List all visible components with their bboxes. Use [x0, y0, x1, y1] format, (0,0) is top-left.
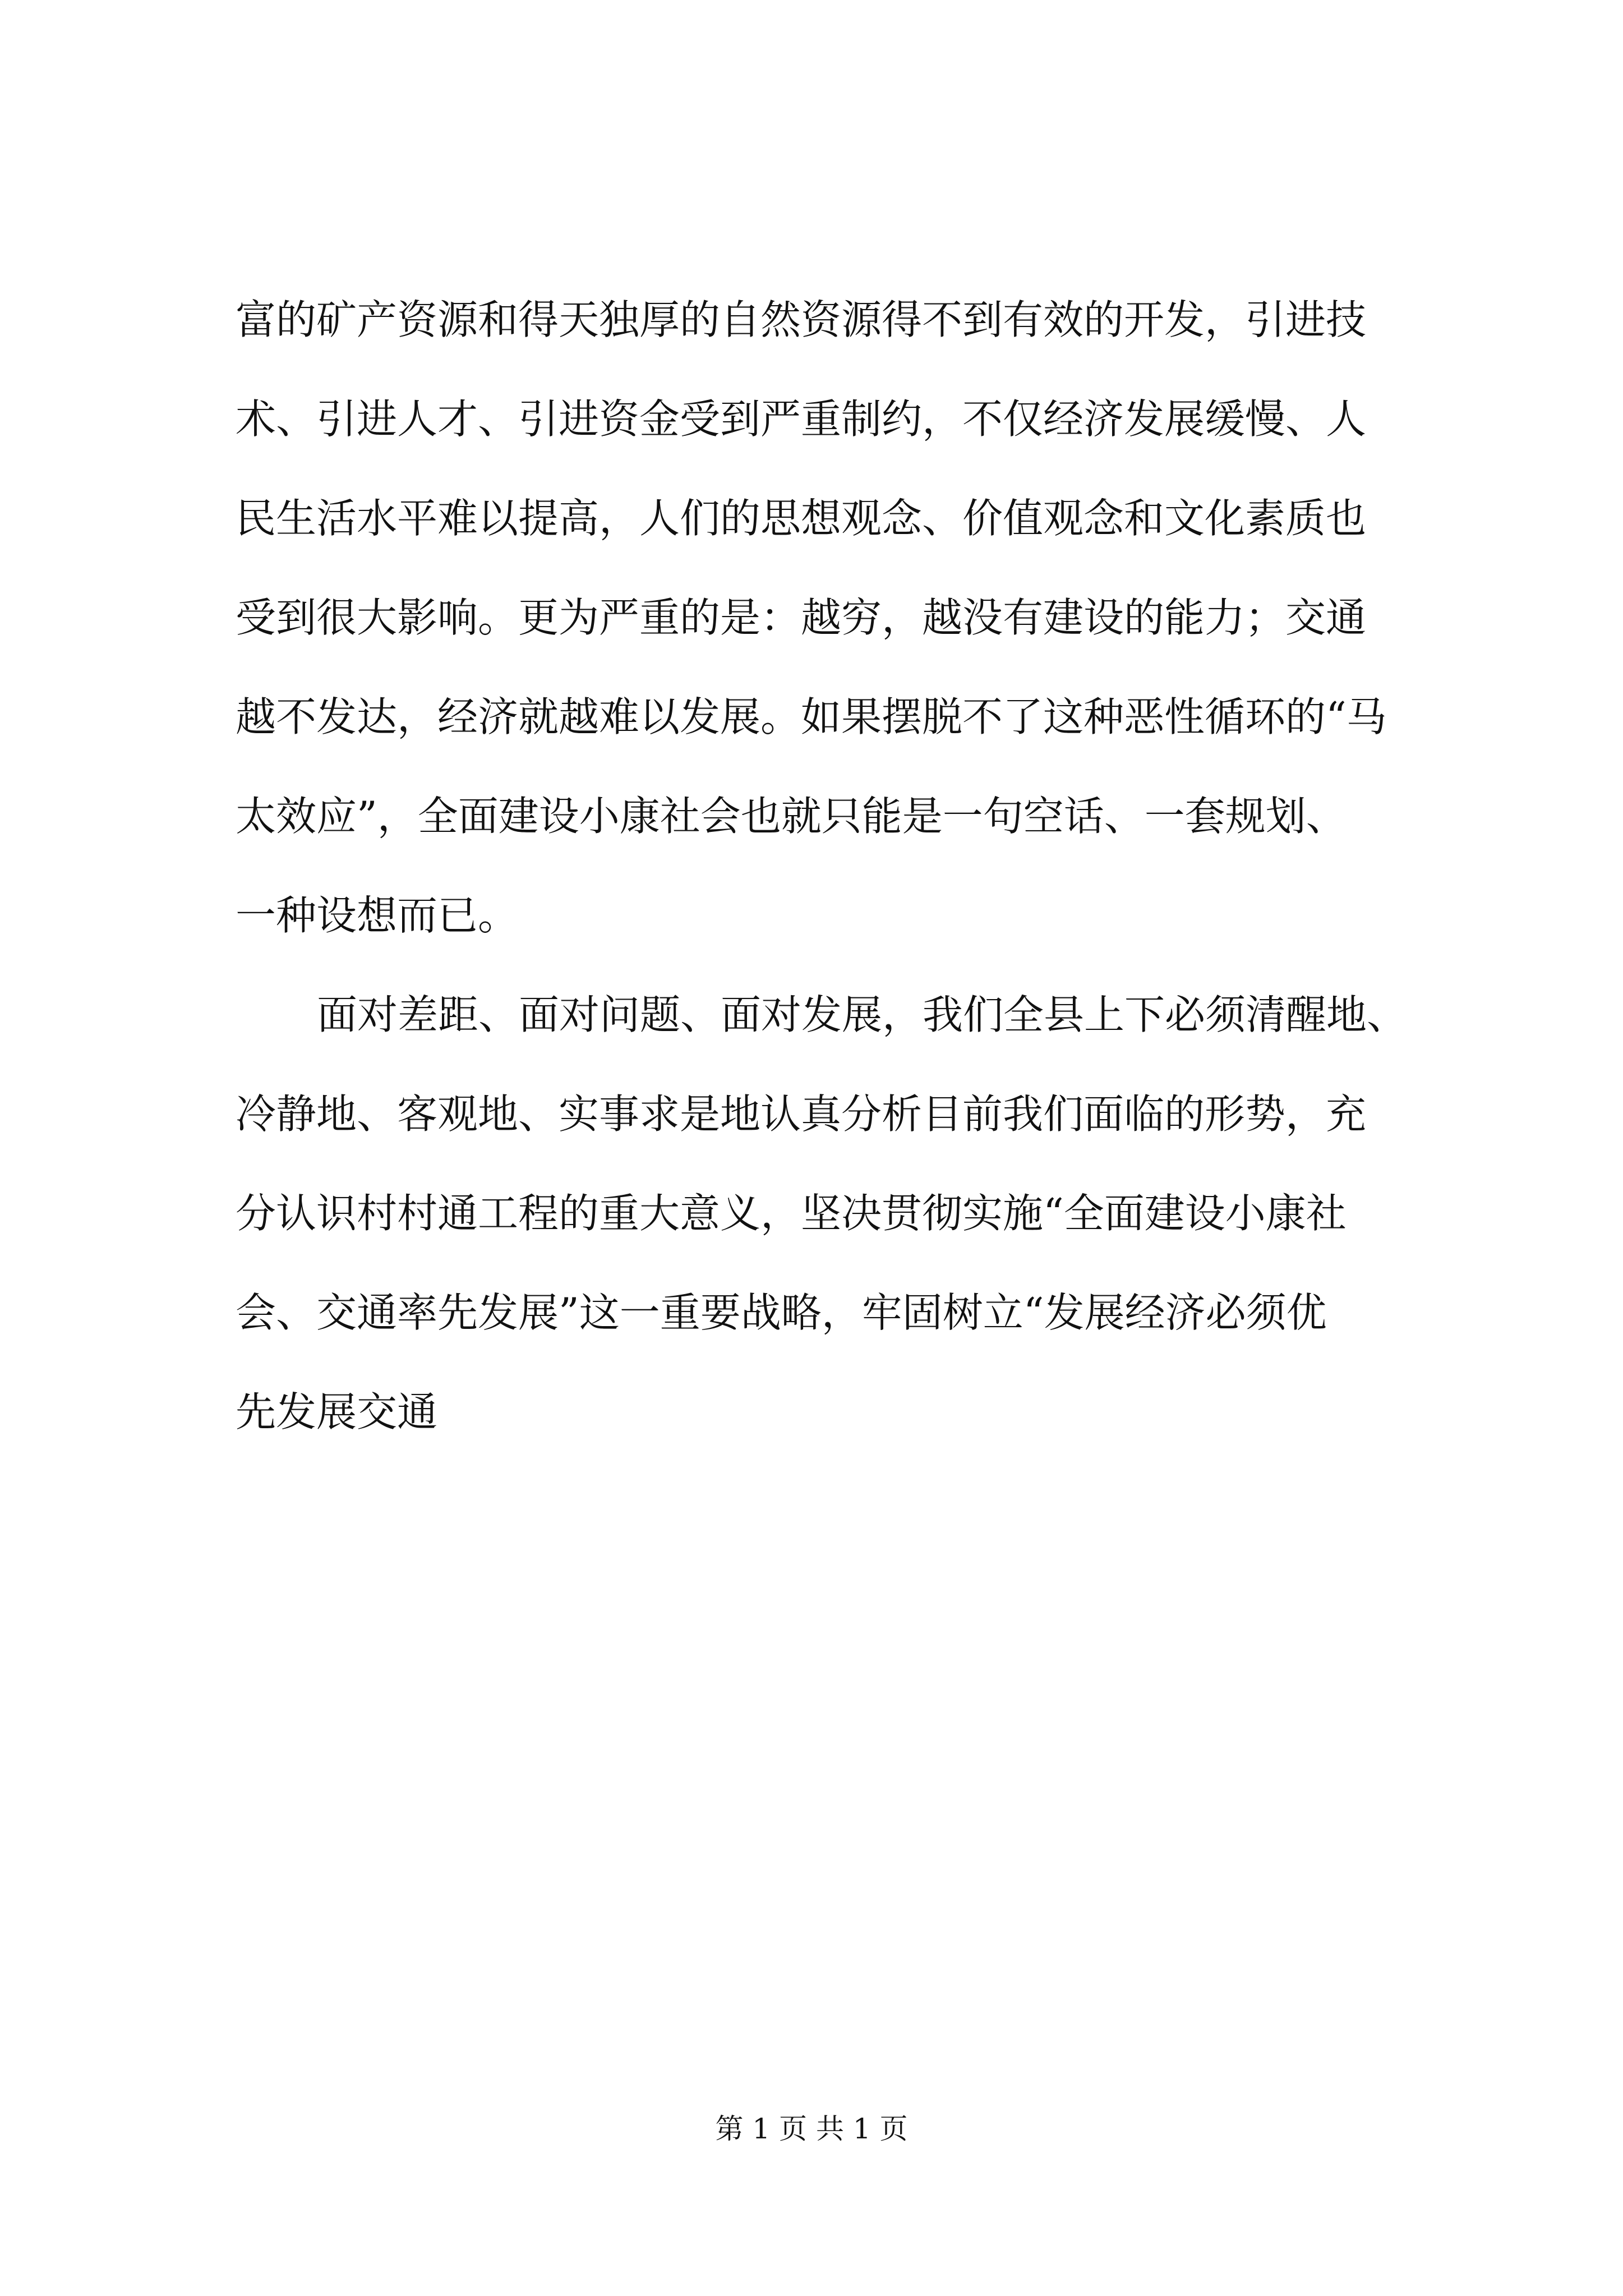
text-line: 冷静地、客观地、实事求是地认真分析目前我们面临的形势，充 — [236, 1091, 1367, 1138]
text-line: 先发展交通 — [236, 1388, 438, 1435]
text-line: 受到很大影响。更为严重的是：越穷，越没有建设的能力；交通 — [236, 594, 1367, 641]
text-line: 越不发达，经济就越难以发展。如果摆脱不了这种恶性循环的“马 — [236, 693, 1387, 740]
text-line: 富的矿产资源和得天独厚的自然资源得不到有效的开发，引进技 — [236, 296, 1367, 343]
text-line: 会、交通率先发展”这一重要战略，牢固树立“发展经济必须优 — [236, 1289, 1327, 1336]
paragraph-first-line: 面对差距、面对问题、面对发展，我们全县上下必须清醒地、 — [317, 991, 1408, 1038]
text-line: 民生活水平难以提高，人们的思想观念、价值观念和文化素质也 — [236, 495, 1367, 542]
text-line: 分认识村村通工程的重大意义，坚决贯彻实施“全面建设小康社 — [236, 1190, 1347, 1237]
page-footer: 第 1 页 共 1 页 — [715, 2113, 908, 2145]
text-line: 一种设想而已。 — [236, 892, 519, 939]
text-line: 太效应”，全面建设小康社会也就只能是一句空话、一套规划、 — [236, 793, 1347, 840]
text-line: 术、引进人才、引进资金受到严重制约，不仅经济发展缓慢、人 — [236, 395, 1367, 443]
